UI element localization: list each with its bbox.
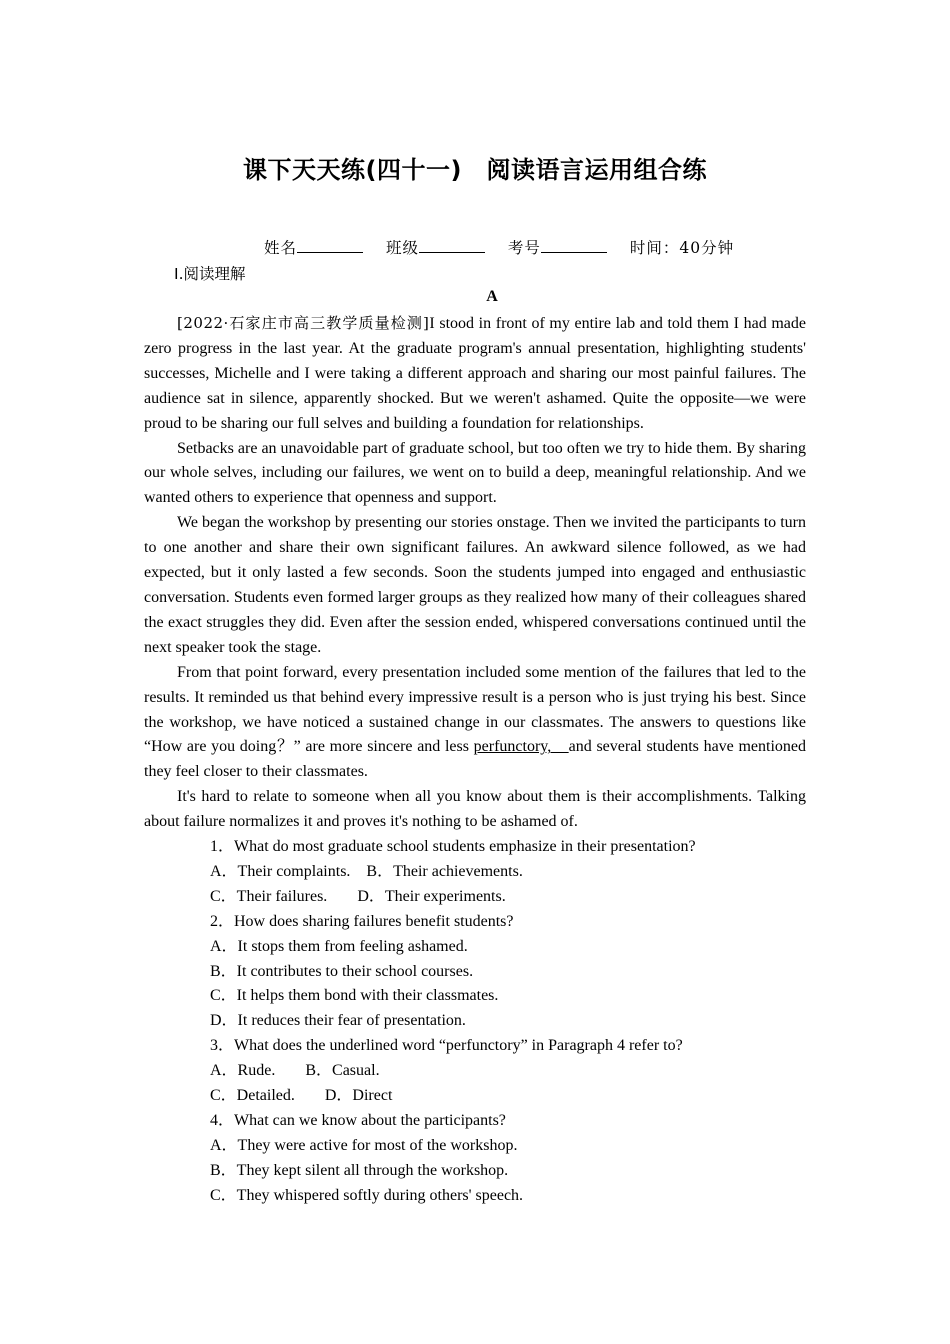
- question-stem: 3．What does the underlined word “perfunctory” in Paragraph 4 refer to?: [210, 1037, 683, 1055]
- question-stem: 4．What can we know about the participants?: [210, 1112, 506, 1129]
- page-title: 课下天天练(四十一) 阅读语言运用组合练: [243, 156, 707, 184]
- question-1: [144, 835, 806, 910]
- question-stem: 2．How does sharing failures benefit students?: [210, 912, 514, 930]
- option-b: B．Casual.: [305, 1062, 380, 1080]
- time-label: 时间：40分钟: [629, 239, 735, 257]
- option-a: A．It stops them from feeling ashamed.: [210, 937, 468, 955]
- option-line: [144, 1059, 806, 1084]
- paragraph-4: [144, 661, 806, 786]
- exam-number-blank: [541, 238, 607, 253]
- exam-number-label: 考号: [507, 239, 541, 257]
- source-citation: [2022·石家庄市高三教学质量检测]: [177, 314, 430, 332]
- name-blank: [297, 238, 363, 253]
- question-4: [144, 1109, 806, 1209]
- paragraph-1: [144, 311, 806, 437]
- option-line: [144, 860, 806, 885]
- paragraph-5: It's hard to relate to someone when all you know about them is their accomplishments. Talking about failure normalizes it and proves it's nothing to be ashamed of.: [144, 788, 806, 831]
- passage-label: A: [486, 288, 498, 305]
- name-label: 姓名: [264, 239, 298, 257]
- option-a: A．They were active for most of the workshop.: [210, 1136, 518, 1154]
- option-c: C．Their failures.: [210, 887, 328, 905]
- option-c: C．It helps them bond with their classmates.: [210, 987, 499, 1005]
- paragraph-4-text-before: From that point forward, every presentation included some mention of the failures that led to the results. It reminded us that behind every impressive result is a person who is just trying his best. Since the workshop, we have noticed a sustained change in our classmates. The answers to questions like “How are you doing？” are more sincere and less: [144, 663, 806, 756]
- option-a: A．Rude.: [210, 1062, 276, 1080]
- option-d: D．It reduces their fear of presentation.: [210, 1012, 466, 1030]
- option-b: B．It contributes to their school courses.: [210, 962, 474, 980]
- question-2: [144, 910, 806, 1035]
- underlined-word: perfunctory,: [473, 738, 569, 756]
- option-d: D．Direct: [324, 1087, 393, 1105]
- option-line: [144, 1084, 806, 1109]
- option-line: [144, 885, 806, 910]
- class-label: 班级: [385, 239, 419, 257]
- option-d: D．Their experiments.: [357, 887, 506, 905]
- class-blank: [419, 238, 485, 253]
- paragraph-4-text-after: and several students have mentioned they feel closer to their classmates.: [144, 738, 806, 781]
- section-heading: Ⅰ.阅读理解: [174, 265, 246, 283]
- option-a: A．Their complaints.: [210, 862, 351, 880]
- paragraph-1-text: I stood in front of my entire lab and told them I had made zero progress in the last year. At the graduate program's annual presentation, highlighting students' successes, Michelle and I were taking a different approach and sharing our most painful failures. The audience sat in silence, apparently shocked. But we weren't ashamed. Quite the opposite—we were proud to be sharing our full selves and building a foundation for relationships.: [144, 315, 806, 432]
- option-c: C．They whispered softly during others' speech.: [210, 1186, 524, 1204]
- question-3: [144, 1034, 806, 1109]
- option-b: B．They kept silent all through the workshop.: [210, 1161, 509, 1179]
- option-b: B．Their achievements.: [366, 862, 523, 880]
- student-info-line: [264, 236, 734, 258]
- paragraph-2: Setbacks are an unavoidable part of graduate school, but too often we try to hide them. By sharing our whole selves, including our failures, we went on to build a deep, meaningful relationship. And we wanted others to experience that openness and support.: [144, 439, 806, 507]
- passage-body: [144, 311, 806, 1209]
- question-stem: 1．What do most graduate school students emphasize in their presentation?: [210, 838, 696, 856]
- paragraph-3: We began the workshop by presenting our stories onstage. Then we invited the participants to turn to one another and share their own significant failures. An awkward silence followed, as we had expected, but it only lasted a few seconds. Soon the students jumped into engaged and enthusiastic conversation. Students even formed larger groups as they realized how many of their colleagues shared the exact struggles they did. Even after the session ended, whispered conversations continued until the next speaker took the stage.: [144, 514, 806, 656]
- option-c: C．Detailed.: [210, 1087, 295, 1105]
